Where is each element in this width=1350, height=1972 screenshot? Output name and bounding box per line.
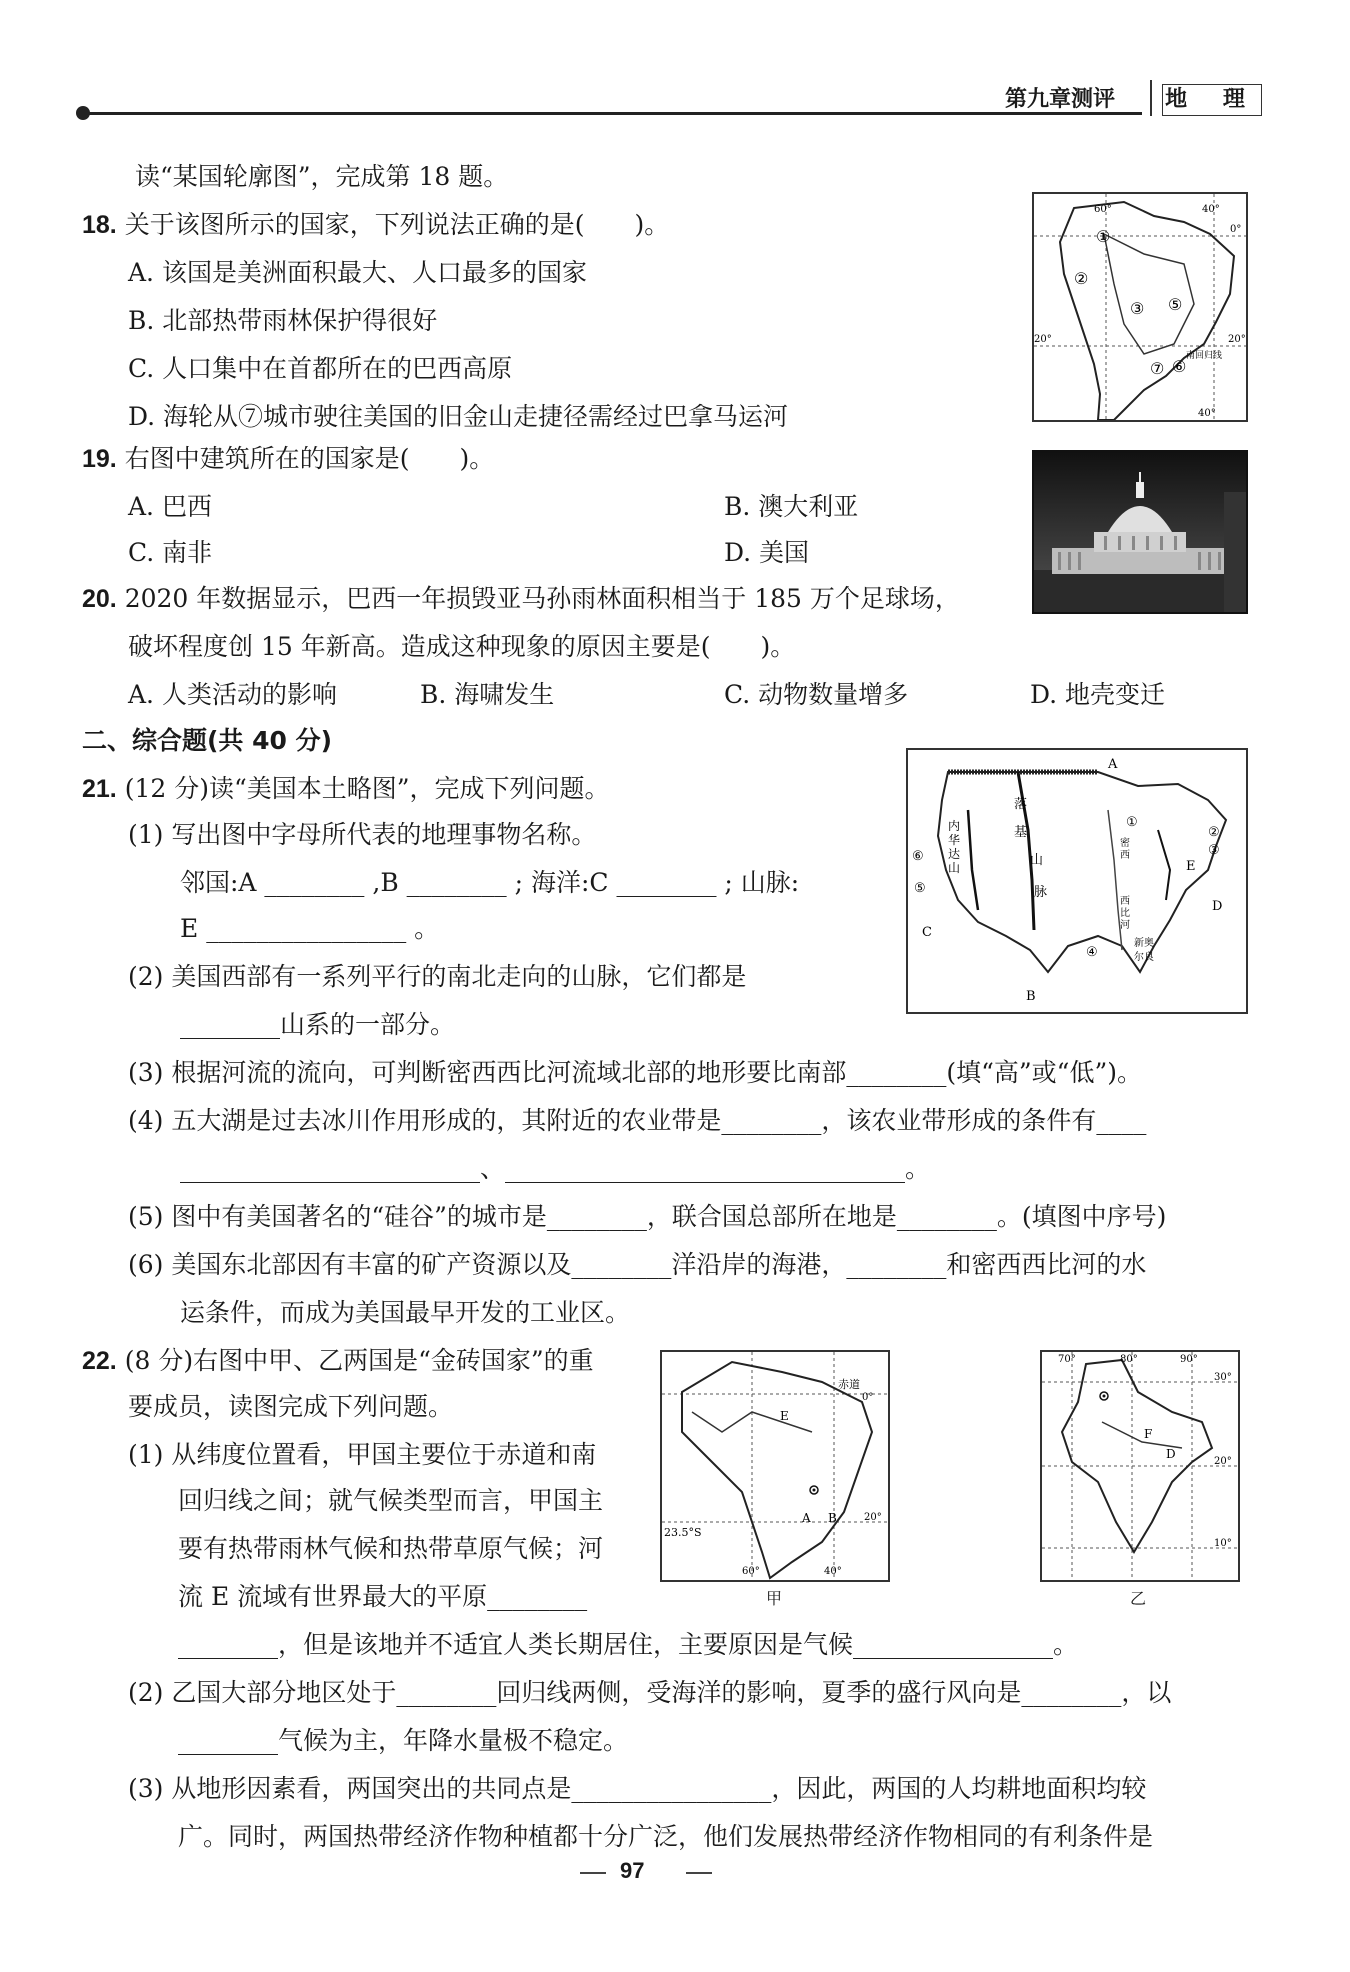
lon-label: 60° — [1094, 204, 1112, 215]
marker-2: ② — [1208, 825, 1220, 840]
capitol-illustration — [1034, 452, 1246, 612]
option-20c: C. 动物数量增多 — [724, 680, 909, 709]
india-map — [1040, 1350, 1240, 1582]
chapter-title: 第九章测评 — [1005, 87, 1116, 112]
subject-label: 地 理 — [1162, 84, 1262, 116]
letter-C: C — [922, 925, 932, 940]
marker-3: ③ — [1208, 843, 1220, 858]
range-label: 山 — [1030, 853, 1044, 868]
section-heading: 二、综合题(共 40 分) — [82, 726, 333, 755]
question-number: 19. — [82, 445, 117, 473]
range-label: 脉 — [1034, 885, 1048, 900]
question-number: 21. — [82, 775, 117, 803]
page-number-rule — [580, 1872, 606, 1874]
question-stem: (12 分)读“美国本土略图”，完成下列问题。 — [124, 774, 610, 803]
lon-label: 40° — [1198, 408, 1216, 419]
q21-part1: (1) 写出图中字母所代表的地理事物名称。 — [128, 820, 597, 849]
question-22 — [82, 1344, 594, 1378]
city-label: 新奥 — [1134, 938, 1154, 949]
map-marker-7: ⑦ — [1150, 359, 1165, 378]
q21-part6-cont: 运条件，而成为美国最早开发的工业区。 — [180, 1298, 631, 1327]
tick-label: 80° — [1120, 1354, 1138, 1365]
letter-B: B — [1026, 989, 1036, 1004]
usa-map — [906, 748, 1248, 1014]
q21-part1-blanks: 邻国:A ________ ,B ________ ; 海洋:C ________ ; 山脉: — [180, 868, 800, 897]
question-stem: 关于该图所示的国家，下列说法正确的是( )。 — [124, 210, 670, 239]
marker-6: ⑥ — [912, 849, 924, 864]
usa-map-graphic — [908, 750, 1246, 1012]
river-label: 密 — [1120, 838, 1130, 849]
equator-label: 赤道 — [838, 1378, 860, 1391]
question-22-stem2: 要成员，读图完成下列问题。 — [128, 1392, 454, 1421]
option-19c: C. 南非 — [128, 538, 213, 567]
q22-part1-c: 要有热带雨林气候和热带草原气候；河 — [178, 1534, 604, 1563]
page-number: 97 — [620, 1858, 645, 1883]
question-number: 18. — [82, 211, 117, 239]
tick-label: 0° — [862, 1392, 874, 1403]
page-number-rule — [686, 1872, 712, 1874]
map-caption-yi: 乙 — [1130, 1589, 1147, 1608]
q21-part3: (3) 根据河流的流向，可判断密西西比河流域北部的地形要比南部________(填“高”或“低”)。 — [128, 1058, 1142, 1087]
map-marker-6: ⑥ — [1172, 357, 1187, 376]
q21-part6: (6) 美国东北部因有丰富的矿产资源以及________洋沿岸的海港，________和密西西比河的水 — [128, 1250, 1147, 1279]
river-label: 比 — [1120, 908, 1130, 919]
map-marker-1: ① — [1096, 227, 1111, 246]
header-rule — [82, 112, 1142, 115]
range-label: 基 — [1014, 825, 1028, 840]
question-18 — [82, 208, 669, 242]
q22-part2-cont: ________气候为主，年降水量极不稳定。 — [178, 1726, 629, 1755]
letter-F: F — [1144, 1427, 1153, 1441]
option-18c: C. 人口集中在首都所在的巴西高原 — [128, 354, 513, 383]
option-20b: B. 海啸发生 — [420, 680, 555, 709]
q22-part1-b: 回归线之间；就气候类型而言，甲国主 — [178, 1486, 604, 1515]
tick-label: 70° — [1058, 1354, 1076, 1365]
letter-D: D — [1166, 1447, 1176, 1461]
q22-part3-cont: 广。同时，两国热带经济作物种植都十分广泛，他们发展热带经济作物相同的有利条件是 — [178, 1822, 1154, 1851]
option-20a: A. 人类活动的影响 — [128, 680, 337, 709]
option-18a: A. 该国是美洲面积最大、人口最多的国家 — [128, 258, 587, 287]
letter-D: D — [1212, 899, 1223, 914]
city-label: 尔良 — [1134, 952, 1154, 963]
range-label: 达 — [948, 847, 961, 861]
question-stem-line1: 2020 年数据显示，巴西一年损毁亚马孙雨林面积相当于 185 万个足球场， — [124, 584, 960, 613]
option-19d: D. 美国 — [724, 538, 810, 567]
option-19b: B. 澳大利亚 — [724, 492, 859, 521]
range-label: 山 — [948, 861, 961, 875]
india-map-graphic — [1042, 1352, 1238, 1580]
question-stem: 右图中建筑所在的国家是( )。 — [124, 444, 495, 473]
marker-1: ① — [1126, 815, 1138, 830]
river-label: 西 — [1120, 850, 1130, 861]
capitol-building-photo — [1032, 450, 1248, 614]
map-marker-2: ② — [1074, 269, 1089, 288]
question-number: 20. — [82, 585, 117, 613]
header-separator — [1150, 80, 1152, 116]
q22-part1-d: 流 E 流域有世界最大的平原________ — [178, 1582, 588, 1611]
q22-part2: (2) 乙国大部分地区处于________回归线两侧，受海洋的影响，夏季的盛行风向是________，以 — [128, 1678, 1172, 1707]
tick-label: 20° — [864, 1512, 882, 1523]
map-marker-3: ③ — [1130, 299, 1145, 318]
intro-18: 读“某国轮廓图”，完成第 18 题。 — [135, 162, 509, 191]
letter-A: A — [1108, 757, 1118, 772]
tick-label: 60° — [742, 1566, 760, 1577]
option-18d: D. 海轮从⑦城市驶往美国的旧金山走捷径需经过巴拿马运河 — [128, 402, 789, 431]
range-label: 落 — [1014, 797, 1028, 812]
river-label: 河 — [1120, 920, 1130, 931]
q21-part2: (2) 美国西部有一系列平行的南北走向的山脉，它们都是 — [128, 962, 747, 991]
range-label: 华 — [948, 833, 961, 847]
tropic-label: 23.5°S — [664, 1526, 702, 1539]
question-19 — [82, 442, 494, 476]
tick-label: 30° — [1214, 1372, 1232, 1383]
question-stem1: (8 分)右图中甲、乙两国是“金砖国家”的重 — [124, 1346, 594, 1375]
q21-part2-cont: ________山系的一部分。 — [180, 1010, 456, 1039]
tick-label: 90° — [1180, 1354, 1198, 1365]
south-america-map-graphic — [1034, 194, 1246, 420]
q21-part1-blanks2: E ________________ 。 — [180, 914, 440, 943]
lon-label: 40° — [1202, 204, 1220, 215]
q21-part4: (4) 五大湖是过去冰川作用形成的，其附近的农业带是________，该农业带形成的条件有____ — [128, 1106, 1147, 1135]
q22-part1: (1) 从纬度位置看，甲国主要位于赤道和南 — [128, 1440, 597, 1469]
tick-label: 20° — [1214, 1456, 1232, 1467]
question-21 — [82, 772, 610, 806]
map-marker-5: ⑤ — [1168, 295, 1183, 314]
country-outline-map — [1032, 192, 1248, 422]
letter-E: E — [1186, 859, 1196, 874]
lat-label: 0° — [1230, 224, 1242, 235]
lat-label: 20° — [1228, 334, 1246, 345]
brazil-map-graphic — [662, 1352, 888, 1580]
brazil-map — [660, 1350, 890, 1582]
option-20d: D. 地壳变迁 — [1030, 680, 1166, 709]
q21-part4-cont: ________________________、________________________________。 — [180, 1154, 931, 1183]
tick-label: 10° — [1214, 1538, 1232, 1549]
question-20 — [82, 582, 960, 616]
letter-B: B — [828, 1511, 837, 1525]
river-label: 西 — [1120, 896, 1130, 907]
question-number: 22. — [82, 1347, 117, 1375]
letter-A: A — [802, 1511, 811, 1525]
letter-E: E — [780, 1409, 789, 1423]
lat-label: 20° — [1034, 334, 1052, 345]
tropic-label: 南回归线 — [1186, 351, 1223, 361]
q22-part1-e: ________，但是该地并不适宜人类长期居住，主要原因是气候________________。 — [178, 1630, 1079, 1659]
option-19a: A. 巴西 — [128, 492, 212, 521]
question-20-line2: 破坏程度创 15 年新高。造成这种现象的原因主要是( )。 — [128, 632, 796, 661]
range-label: 内 — [948, 819, 961, 833]
option-18b: B. 北部热带雨林保护得很好 — [128, 306, 438, 335]
map-caption-jia: 甲 — [766, 1589, 783, 1608]
marker-4: ④ — [1086, 945, 1098, 960]
q22-part3: (3) 从地形因素看，两国突出的共同点是________________，因此，两国的人均耕地面积均较 — [128, 1774, 1147, 1803]
tick-label: 40° — [824, 1566, 842, 1577]
q21-part5: (5) 图中有美国著名的“硅谷”的城市是________，联合国总部所在地是________。(填图中序号) — [128, 1202, 1167, 1231]
marker-5: ⑤ — [914, 881, 926, 896]
